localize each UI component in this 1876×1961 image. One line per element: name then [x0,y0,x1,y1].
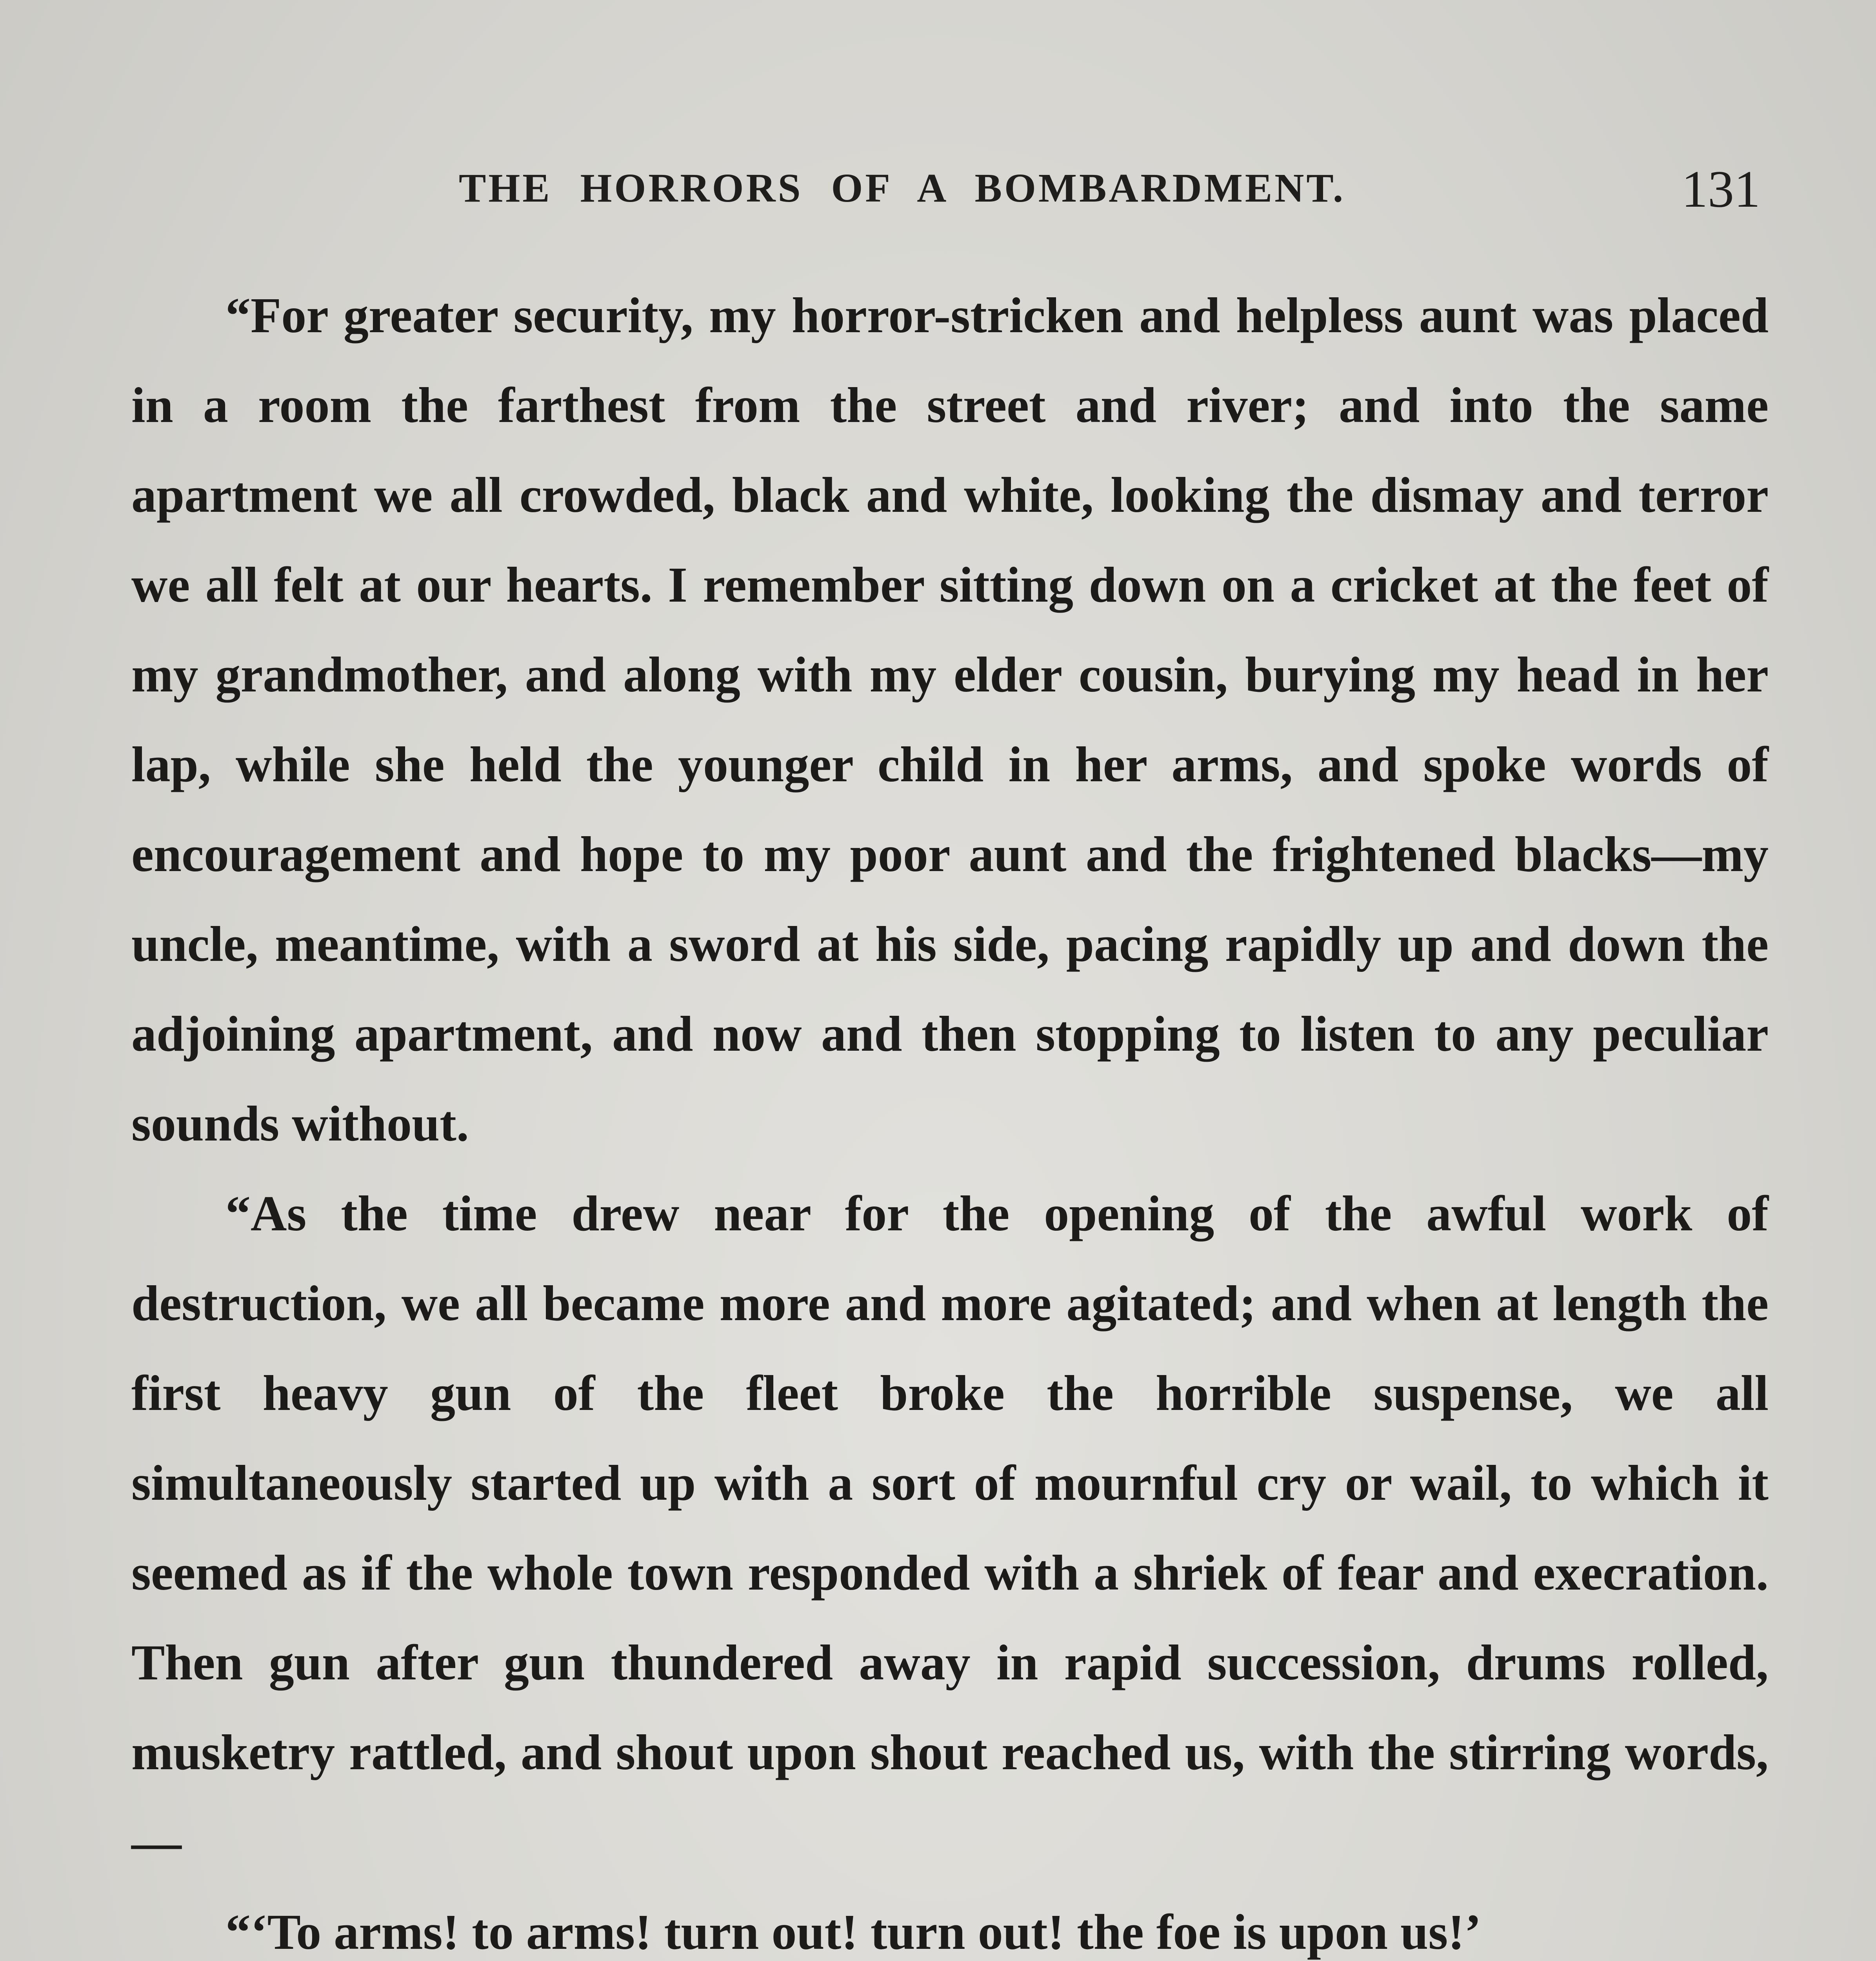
running-head: THE HORRORS OF A BOMBARDMENT. [459,166,1346,211]
paragraph: “‘To arms! to arms! turn out! turn out! the foe is upon us!’ [225,1904,1482,1960]
page-number: 131 [1681,160,1760,218]
paragraph: “For greater security, my horror-stricken and helpless aunt was placed in a room the farthest from the street and river; and into the same apartment we all crowded, black and white, looking the dismay and terror we all felt at our hearts. I remember sitting down on a cricket at the feet of my grandmother, and along with my elder cousin, burying my head in her lap, while she held the younger child in her arms, and spoke words of encouragement and hope to my poor aunt and the frightened blacks—my uncle, meantime, with a sword at his side, pacing rapidly up and down the adjoining apartment, and now and then stopping to listen to any peculiar sounds without. [131,287,1769,1151]
paragraph: “As the time drew near for the opening of the awful work of destruction, we all became more and more agitated; and when at length the first heavy gun of the fleet broke the horrible suspense, we all simultaneously started up with a sort of mournful cry or wail, to which it seemed as if the whole town responded with a shriek of fear and execration. Then gun after gun thundered away in rapid succession, drums rolled, musketry rattled, and shout upon shout reached us, with the stirring words,— [131,1186,1769,1870]
body-text [131,271,1769,1961]
